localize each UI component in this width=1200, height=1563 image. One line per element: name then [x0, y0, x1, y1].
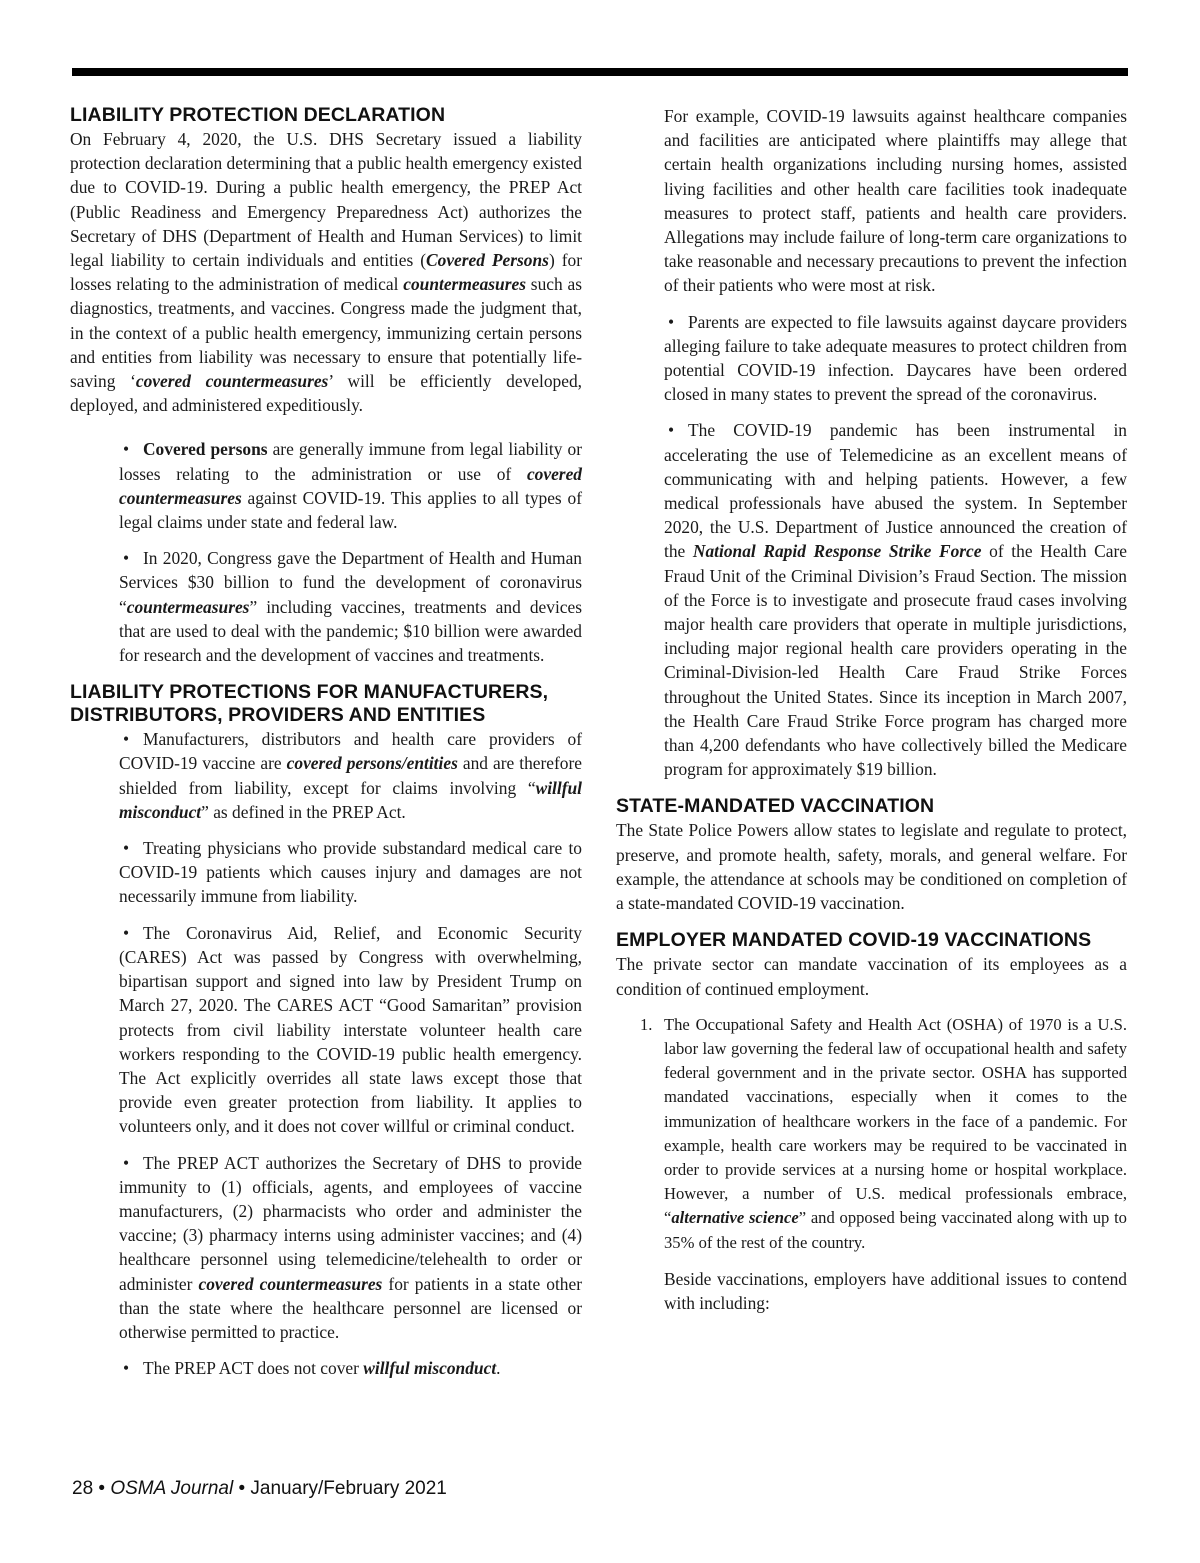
heading-employer-mandated-vaccinations: EMPLOYER MANDATED COVID-19 VACCINATIONS [616, 929, 1092, 952]
bullet-daycare: • Parents are expected to file lawsuits against daycare providers alleging failure to take adequate measures to protect children from potential COVID-19 infection. Daycares have been ordered closed in many states to prevent the spread of the coronavirus. [664, 311, 1127, 405]
paragraph-declaration: On February 4, 2020, the U.S. DHS Secretary issued a liability protection declaration determining that a public health emergency existed due to COVID-19. During a public health emergency, the PREP Act (Public Readiness and Emergency Preparedness Act) authorizes the Secretary of DHS (Department of Health and Human Services) to limit legal liability to certain individuals and entities (Covered Persons) for losses relating to the administration of medical countermeasures such as diagnostics, treatments, and vaccines. Congress made the judgment that, in the context of a public health emergency, immunizing certain persons and entities from liability was necessary to ensure that potentially life-saving ‘covered countermeasures’ will be efficiently developed, deployed, and administered expeditiously. [70, 129, 583, 416]
bullet-prep-act-immunity: • The PREP ACT authorizes the Secretary of DHS to provide immunity to (1) officials, agents, and employees of vaccine manufacturers, (2) pharmacists who order and administer the vaccine; (3) pharmacy interns using administer vaccines; and (4) healthcare personnel using telemedicine/telehealth to order or administer covered countermeasures for patients in a state other than the state where the healthcare personnel are licensed or otherwise permitted to practice. [119, 1152, 583, 1342]
bullet-manufacturers: • Manufacturers, distributors and health care providers of COVID-19 vaccine are covered persons/entities and are therefore shielded from liability, except for claims involving “willful misconduct” as defined in the PREP Act. [119, 729, 582, 822]
right-column [616, 104, 1127, 1315]
bullet-telemedicine: • The COVID-19 pandemic has been instrumental in accelerating the use of Telemedicine as an excellent means of communicating with and helping patients. However, a few medical professionals have abused the system. In September 2020, the U.S. Department of Justice announced the creation of the National Rapid Response Strike Force of the Health Care Fraud Unit of the Criminal Division’s Fraud Section. The mission of the Force is to investigate and prosecute fraud cases involving major health care providers that operate in multiple jurisdictions, including major regional health care providers operating in the Criminal-Division-led Health Care Fraud Strike Forces throughout the United States. Since its inception in March 2007, the Health Care Fraud Strike Force program has charged more than 4,200 defendants who have collectively billed the Medicare program for approximately $19 billion. [664, 420, 1128, 780]
bullet-prep-act-willful: • The PREP ACT does not cover willful misconduct. [123, 1358, 501, 1379]
bullet-congress-funding: • In 2020, Congress gave the Department of Health and Human Services $30 billion to fund the development of coronavirus “countermeasures” including vaccines, treatments and devices that are used to deal with the pandemic; $10 billion were awarded for research and the development of vaccines and treatments. [119, 548, 582, 666]
heading-state-mandated-vaccination: STATE-MANDATED VACCINATION [616, 795, 935, 818]
list-item-osha: 1. The Occupational Safety and Health Act (OSHA) of 1970 is a U.S. labor law governing the federal law of occupational health and safety federal government and in the private sector. OSHA has supported mandated vaccinations, especially when it comes to the immunization of healthcare workers in the face of a pandemic. For example, health care workers may be required to be vaccinated in order to provide services at a nursing home or hospital workplace. However, a number of U.S. medical professionals embrace, “alternative science” and opposed being vaccinated along with up to 35% of the rest of the country. [640, 1014, 1127, 1252]
numbered-list [616, 1013, 1127, 1255]
issue-date: January/February 2021 [250, 1478, 447, 1499]
paragraph-state-police-powers: The State Police Powers allow states to legislate and regulate to protect, preserve, and promote health, safety, morals, and general welfare. For example, the attendance at schools may be conditioned on completion of a state-mandated COVID-19 vaccination. [616, 820, 1127, 914]
left-column [70, 104, 582, 1380]
journal-name: OSMA Journal [110, 1478, 234, 1499]
bullet-treating-physicians: • Treating physicians who provide substandard medical care to COVID-19 patients which causes injury and damages are not necessarily immune from liability. [119, 838, 582, 907]
header-rule [72, 68, 1128, 76]
heading-liability-protection-declaration: LIABILITY PROTECTION DECLARATION [70, 104, 446, 126]
paragraph-private-sector: The private sector can mandate vaccination of its employees as a condition of continued employment. [616, 954, 1127, 999]
paragraph-lawsuits-example: For example, COVID-19 lawsuits against healthcare companies and facilities are anticipated where plaintiffs may allege that certain health organizations including nursing homes, assisted living facilities and other health care facilities took inadequate measures to protect staff, patients and health care providers. Allegations may include failure of long-term care organizations to take reasonable and necessary precautions to prevent the infection of their patients who were most at risk. [664, 106, 1127, 296]
page-footer: 28 • OSMA Journal • January/February 2021 [72, 1478, 447, 1499]
page-number: 28 [72, 1478, 94, 1499]
paragraph-additional-issues: Beside vaccinations, employers have additional issues to contend with including: [664, 1268, 1127, 1313]
bullet-covered-persons: • Covered persons are generally immune from legal liability or losses relating to the administration or use of covered countermeasures against COVID-19. This applies to all types of legal claims under state and federal law. [119, 439, 582, 533]
heading-liability-protections-manufacturers: LIABILITY PROTECTIONS FOR MANUFACTURERS, DISTRIBUTORS, PROVIDERS AND ENTITIES [70, 681, 549, 727]
bullet-cares-act: • The Coronavirus Aid, Relief, and Economic Security (CARES) Act was passed by Congress with overwhelming, bipartisan support and signed into law by President Trump on March 27, 2020. The CARES ACT “Good Samaritan” provision protects from civil liability interstate volunteer health care workers responding to the COVID-19 public health emergency. The Act explicitly overrides all state laws except those that provide even greater protection from liability. It applies to volunteers only, and it does not cover willful or criminal conduct. [119, 922, 582, 1137]
